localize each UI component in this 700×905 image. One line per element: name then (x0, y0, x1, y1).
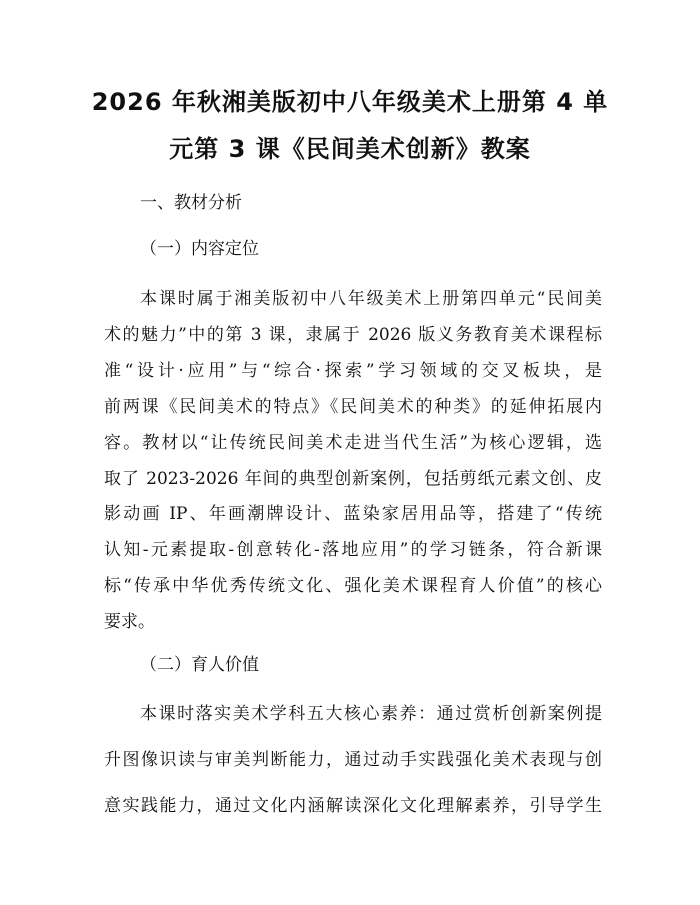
document-title-line-1: 2026 年秋湘美版初中八年级美术上册第 4 单 (91, 88, 609, 116)
paragraph-line: 本课时属于湘美版初中八年级美术上册第四单元“民间美 (140, 289, 602, 309)
paragraph-line: 升图像识读与审美判断能力，通过动手实践强化美术表现与创 (104, 750, 602, 770)
paragraph-line: 标“传承中华优秀传统文化、强化美术课程育人价值”的核心 (104, 576, 602, 597)
paragraph-line: 容。教材以“让传统民间美术走进当代生活”为核心逻辑，选 (104, 432, 602, 453)
subsection-heading-educational-value: （二）育人价值 (140, 655, 259, 675)
paragraph-line: 取了 2023-2026 年间的典型创新案例，包括剪纸元素文创、皮 (104, 468, 602, 489)
subsection-heading-content-positioning: （一）内容定位 (140, 239, 259, 259)
paragraph-line: 要求。 (104, 612, 155, 633)
document-title-line-2: 元第 3 课《民间美术创新》教案 (169, 135, 531, 163)
paragraph-line: 影动画 IP、年画潮牌设计、蓝染家居用品等，搭建了“传统 (104, 504, 602, 525)
paragraph-line: 本课时落实美术学科五大核心素养：通过赏析创新案例提 (140, 704, 602, 724)
section-heading-analysis: 一、教材分析 (140, 193, 242, 213)
paragraph-line: 认知-元素提取-创意转化-落地应用”的学习链条，符合新课 (104, 540, 602, 561)
paragraph-line: 准“设计·应用”与“综合·探索”学习领域的交叉板块，是 (104, 360, 602, 381)
paragraph-line: 前两课《民间美术的特点》《民间美术的种类》的延伸拓展内 (104, 396, 602, 417)
paragraph-line: 意实践能力，通过文化内涵解读深化文化理解素养，引导学生 (104, 796, 602, 816)
paragraph-line: 术的魅力”中的第 3 课，隶属于 2026 版义务教育美术课程标 (104, 324, 602, 345)
